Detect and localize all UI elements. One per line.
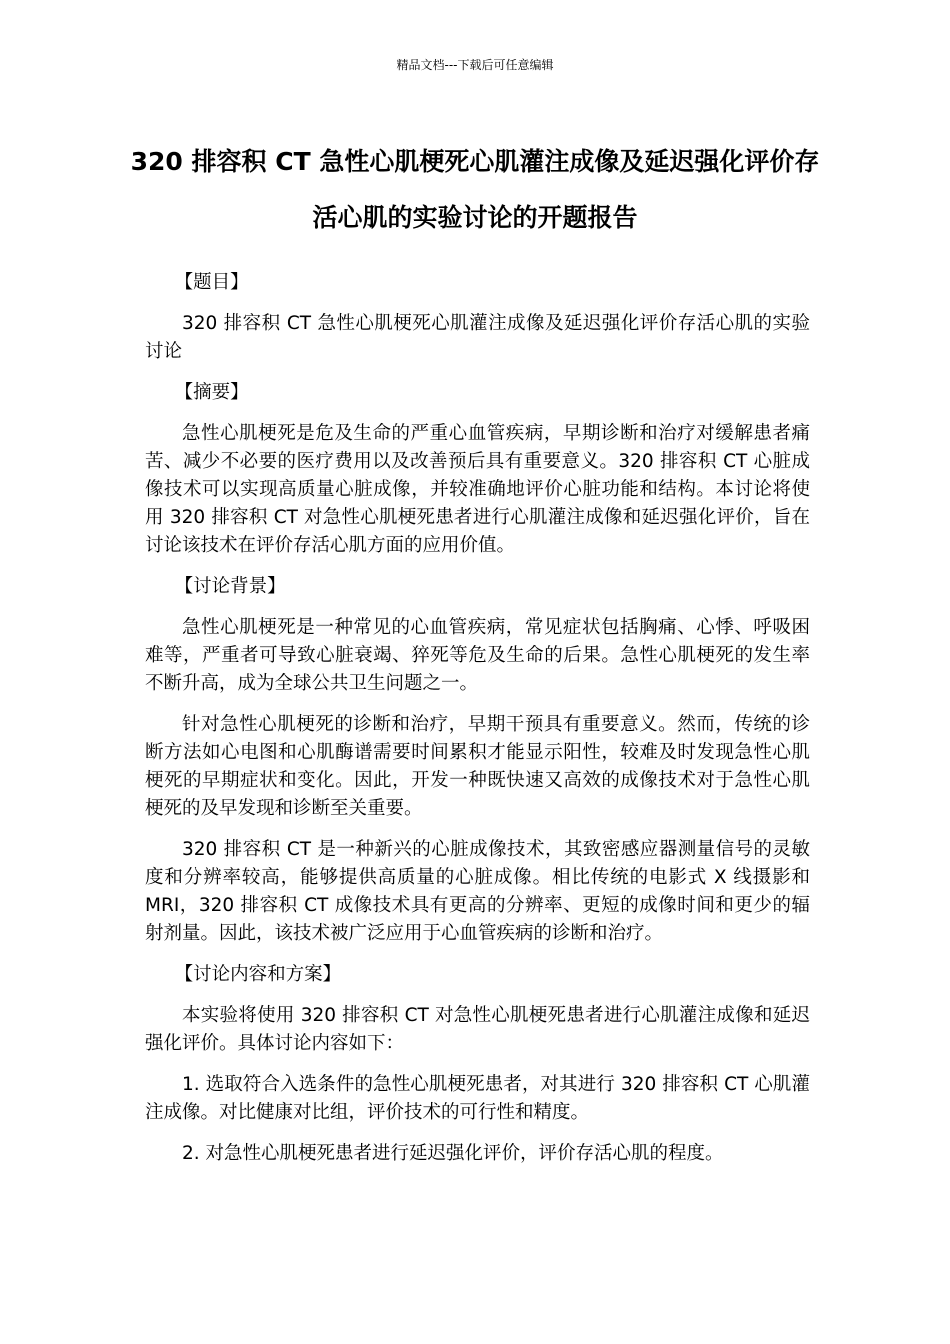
header-note: 精品文档---下载后可任意编辑: [396, 58, 554, 72]
document-title: 320 排容积 CT 急性心肌梗死心肌灌注成像及延迟强化评价存活心肌的实验讨论的开题报告: [130, 147, 820, 232]
plan-heading: 【讨论内容和方案】: [174, 964, 342, 985]
plan-item-1: 1. 选取符合入选条件的急性心肌梗死患者，对其进行 320 排容积 CT 心肌灌注成像。对比健康对比组，评价技术的可行性和精度。: [145, 1074, 810, 1123]
background-heading: 【讨论背景】: [174, 576, 286, 597]
document-body: [145, 269, 810, 1181]
plan-item-2: 2. 对急性心肌梗死患者进行延迟强化评价，评价存活心肌的程度。: [182, 1143, 724, 1164]
abstract-heading: 【摘要】: [174, 382, 249, 403]
abstract-paragraph: 急性心肌梗死是危及生命的严重心血管疾病，早期诊断和治疗对缓解患者痛苦、减少不必要的医疗费用以及改善预后具有重要意义。320 排容积 CT 心脏成像技术可以实现高质量心脏成像，并较准确地评价心脏功能和结构。本讨论将使用 320 排容积 CT 对急性心肌梗死患者进行心肌灌注成像和延迟强化评价，旨在讨论该技术在评价存活心肌方面的应用价值。: [145, 423, 810, 556]
background-paragraph-1: 急性心肌梗死是一种常见的心血管疾病，常见症状包括胸痛、心悸、呼吸困难等，严重者可导致心脏衰竭、猝死等危及生命的后果。急性心肌梗死的发生率不断升高，成为全球公共卫生问题之一。: [145, 617, 810, 694]
plan-intro-paragraph: 本实验将使用 320 排容积 CT 对急性心肌梗死患者进行心肌灌注成像和延迟强化评价。具体讨论内容如下：: [145, 1005, 810, 1054]
topic-heading: 【题目】: [174, 272, 249, 293]
topic-paragraph: 320 排容积 CT 急性心肌梗死心肌灌注成像及延迟强化评价存活心肌的实验讨论: [145, 313, 810, 362]
background-paragraph-2: 针对急性心肌梗死的诊断和治疗，早期干预具有重要意义。然而，传统的诊断方法如心电图和心肌酶谱需要时间累积才能显示阳性，较难及时发现急性心肌梗死的早期症状和变化。因此，开发一种既快速又高效的成像技术对于急性心肌梗死的及早发现和诊断至关重要。: [145, 714, 810, 819]
background-paragraph-3: 320 排容积 CT 是一种新兴的心脏成像技术，其致密感应器测量信号的灵敏度和分辨率较高，能够提供高质量的心脏成像。相比传统的电影式 X 线摄影和 MRI，320 排容积 CT 成像技术具有更高的分辨率、更短的成像时间和更少的辐射剂量。因此，该技术被广泛应用于心血管疾病的诊断和治疗。: [145, 839, 810, 944]
